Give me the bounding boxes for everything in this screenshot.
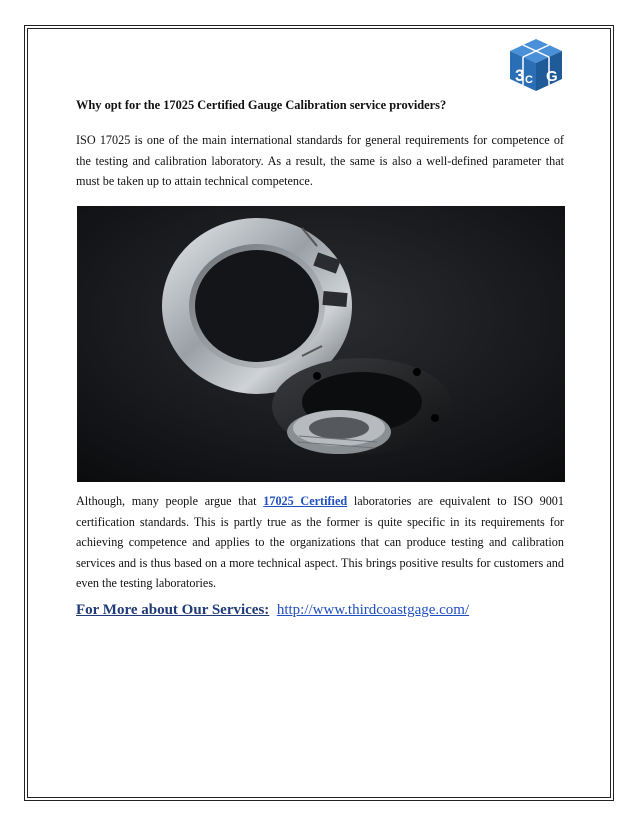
svg-text:G: G [546, 68, 558, 85]
calibration-ring-gauges-photo [77, 206, 565, 482]
article-heading: Why opt for the 17025 Certified Gauge Calibration service providers? [76, 98, 447, 112]
intro-paragraph: ISO 17025 is one of the main international standards for general requirements for competence of the testing and calibration laboratory. As a result, the same is also a well-defined parameter that must be taken up to attain technical competence. [76, 133, 564, 188]
body-text-before: Although, many people argue that [76, 494, 264, 508]
body-text-after: laboratories are equivalent to ISO 9001 certification standards. This is partly true as the former is quite specific in its requirements for achieving competence and applies to the organizations that can produce testing and calibration services and is thus based on a more technical aspect. This brings positive results for customers and even the testing laboratories. [76, 494, 564, 590]
svg-text:3: 3 [515, 66, 525, 85]
17025-certified-link[interactable]: 17025 Certified [263, 494, 348, 508]
services-label: For More about Our Services: [76, 602, 270, 618]
services-line [76, 602, 469, 619]
company-logo-icon [506, 37, 566, 93]
body-paragraph [76, 491, 564, 594]
svg-text:C: C [525, 74, 533, 86]
website-link[interactable]: http://www.thirdcoastgage.com/ [276, 602, 470, 618]
